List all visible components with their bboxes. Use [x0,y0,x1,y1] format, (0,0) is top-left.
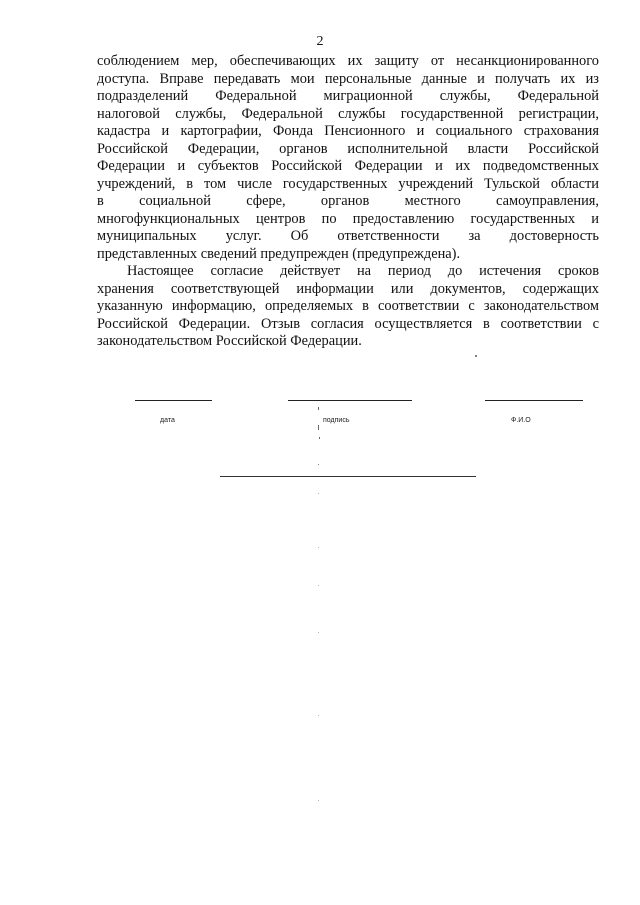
signature-caption: подпись [323,417,350,424]
scan-speck [318,585,319,586]
text-line: Российской Федерации. Отзыв согласия осуществляется в соответствии с [97,315,599,332]
name-caption: Ф.И.О [511,417,531,424]
scan-speck [318,407,319,410]
text-line: Федерации и субъектов Российской Федерации и их подведомственных [97,158,599,174]
signature-line[interactable] [288,400,412,401]
text-line: хранения соответствующей информации или документов, содержащих [97,280,599,297]
text-line: представленных сведений предупрежден (предупреждена). [97,245,461,262]
text-line: Российской Федерации, органов исполнительной власти Российской [97,140,599,157]
text-line: кадастра и картографии, Фонда Пенсионного и социального страхования [97,123,599,139]
date-caption: дата [160,417,175,424]
name-signature-line[interactable] [485,400,583,401]
text-line: многофункциональных центров по предоставлению государственных и [97,210,599,227]
text-line: муниципальных услуг. Об ответственности за достоверность [97,228,599,244]
scan-speck [318,464,319,465]
text-line: учреждений, в том числе государственных учреждений Тульской области [97,175,599,192]
consent-text [97,53,599,351]
page-number: 2 [316,34,324,49]
text-line: соблюдением мер, обеспечивающих их защиту от несанкционированного [97,53,599,69]
text-line: в социальной сфере, органов местного самоуправления, [97,193,599,209]
scan-speck [318,493,319,494]
text-line: законодательством Российской Федерации. [97,333,362,349]
scan-speck [318,632,319,633]
text-line: Настоящее согласие действует на период до истечения сроков [127,263,599,279]
scan-speck [475,355,477,357]
text-line: налоговой службы, Федеральной службы государственной регистрации, [97,105,599,122]
separator-line [220,476,476,477]
scan-speck [318,715,319,716]
text-line: указанную информацию, определяемых в соответствии с законодательством [97,298,599,314]
scan-speck [318,547,319,548]
scan-speck [318,800,319,801]
text-line: подразделений Федеральной миграционной службы, Федеральной [97,88,599,104]
scan-speck [318,425,319,430]
text-line: доступа. Вправе передавать мои персональные данные и получать их из [97,70,599,87]
scan-speck [319,437,320,439]
date-signature-line[interactable] [135,400,212,401]
